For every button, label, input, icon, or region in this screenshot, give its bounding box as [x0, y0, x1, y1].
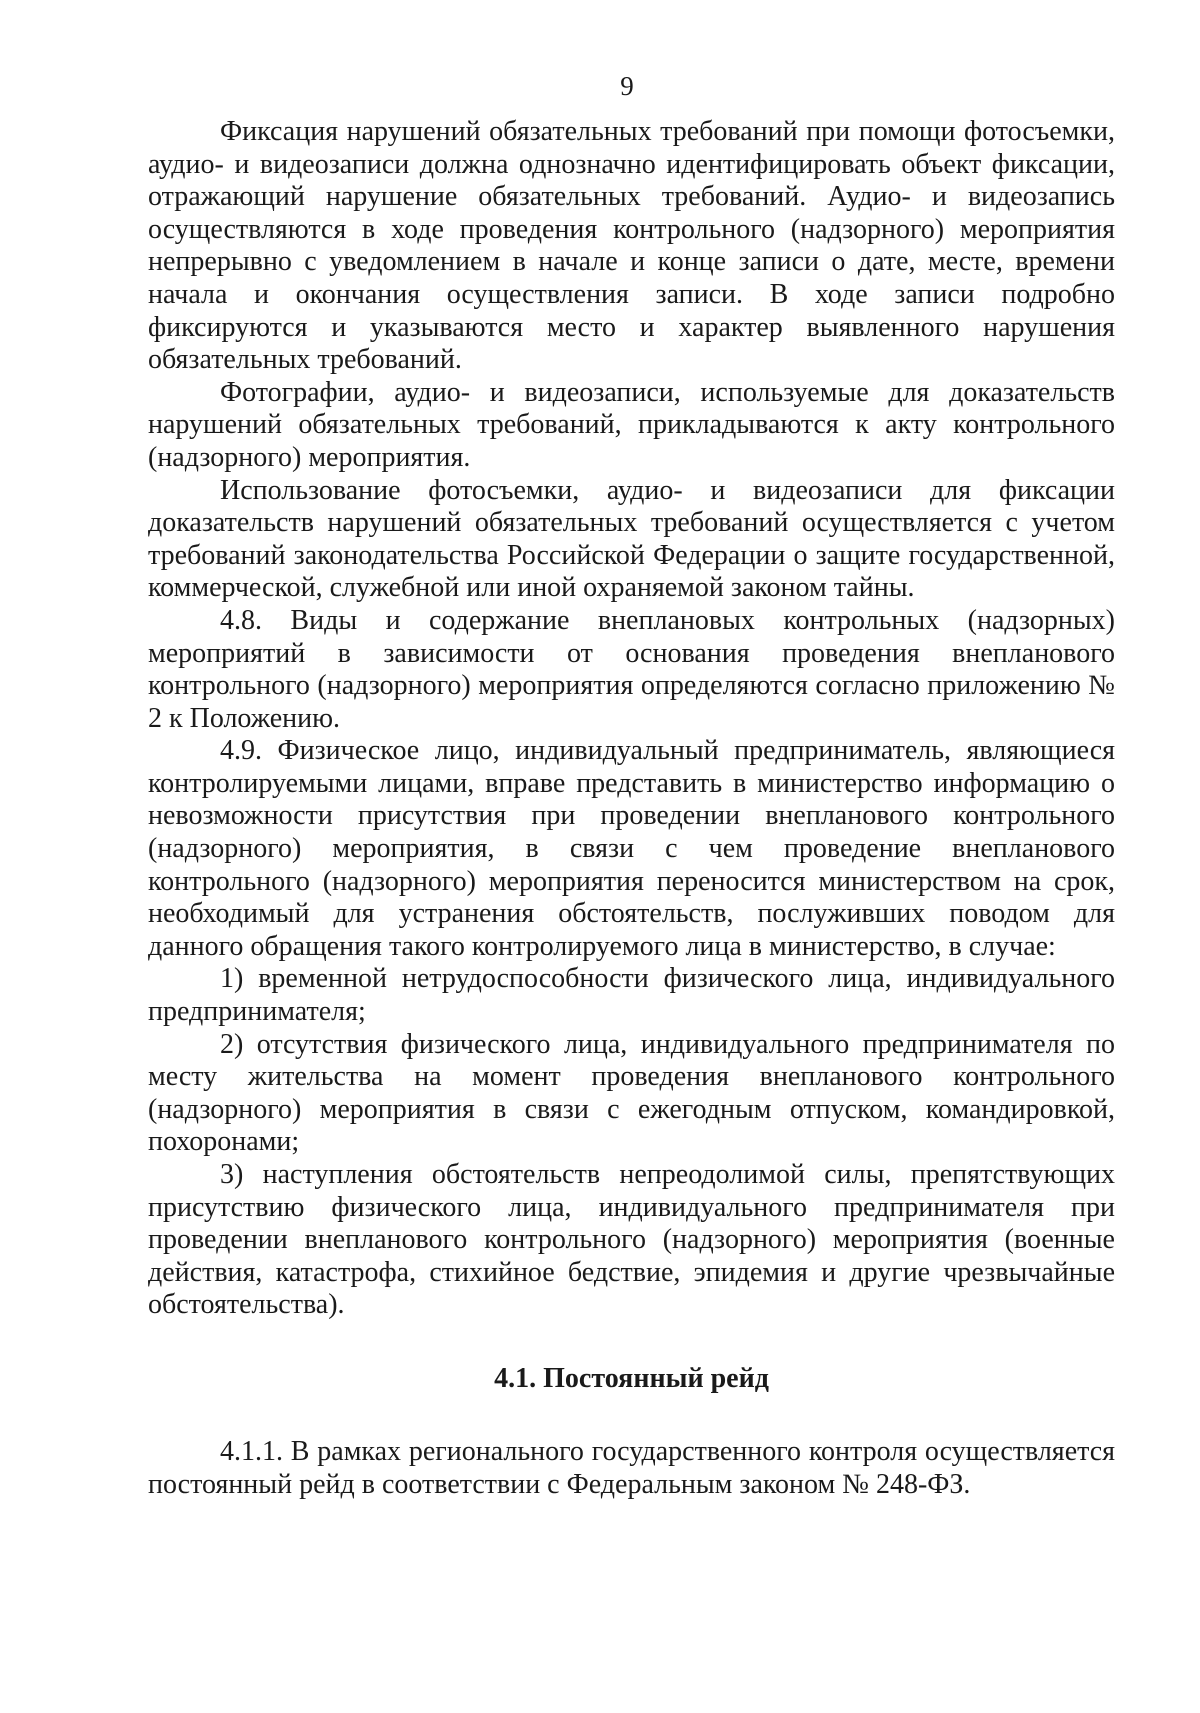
document-body	[148, 116, 1115, 1501]
paragraph-secrecy-requirements: Использование фотосъемки, аудио- и видеозаписи для фиксации доказательств нарушений обязательных требований осуществляется с учетом требований законодательства Российской Федерации о защите государственной, коммерческой, служебной или иной охраняемой законом тайны.	[148, 474, 1115, 604]
list-item-2: 2) отсутствия физического лица, индивидуального предпринимателя по месту жительства на момент проведения внепланового контрольного (надзорного) мероприятия в связи с ежегодным отпуском, командировкой, похоронами;	[148, 1028, 1115, 1158]
paragraph-4-8: 4.8. Виды и содержание внеплановых контрольных (надзорных) мероприятий в зависимости от основания проведения внепланового контрольного (надзорного) мероприятия определяются согласно приложению № 2 к Положению.	[148, 604, 1115, 734]
list-item-1: 1) временной нетрудоспособности физического лица, индивидуального предпринимателя;	[148, 963, 1115, 1028]
paragraph-4-9: 4.9. Физическое лицо, индивидуальный предприниматель, являющиеся контролируемыми лицами, вправе представить в министерство информацию о невозможности присутствия при проведении внепланового контрольного (надзорного) мероприятия, в связи с чем проведение внепланового контрольного (надзорного) мероприятия переносится министерством на срок, необходимый для устранения обстоятельств, послуживших поводом для данного обращения такого контролируемого лица в министерство, в случае:	[148, 735, 1115, 962]
paragraph-4-1-1: 4.1.1. В рамках регионального государственного контроля осуществляется постоянный рейд в соответствии с Федеральным законом № 248-ФЗ.	[148, 1435, 1115, 1500]
section-heading: 4.1. Постоянный рейд	[494, 1362, 769, 1394]
paragraph-photo-video-fixation: Фиксация нарушений обязательных требований при помощи фотосъемки, аудио- и видеозаписи должна однозначно идентифицировать объект фиксации, отражающий нарушение обязательных требований. Аудио- и видеозапись осуществляются в ходе проведения контрольного (надзорного) мероприятия непрерывно с уведомлением в начале и конце записи о дате, месте, времени начала и окончания осуществления записи. В ходе записи подробно фиксируются и указываются место и характер выявленного нарушения обязательных требований.	[148, 116, 1115, 376]
list-item-3: 3) наступления обстоятельств непреодолимой силы, препятствующих присутствию физического лица, индивидуального предпринимателя при проведении внепланового контрольного (надзорного) мероприятия (военные действия, катастрофа, стихийное бедствие, эпидемия и другие чрезвычайные обстоятельства).	[148, 1159, 1115, 1321]
page-number: 9	[620, 71, 634, 101]
paragraph-evidence-attachment: Фотографии, аудио- и видеозаписи, используемые для доказательств нарушений обязательных требований, прикладываются к акту контрольного (надзорного) мероприятия.	[148, 376, 1115, 473]
